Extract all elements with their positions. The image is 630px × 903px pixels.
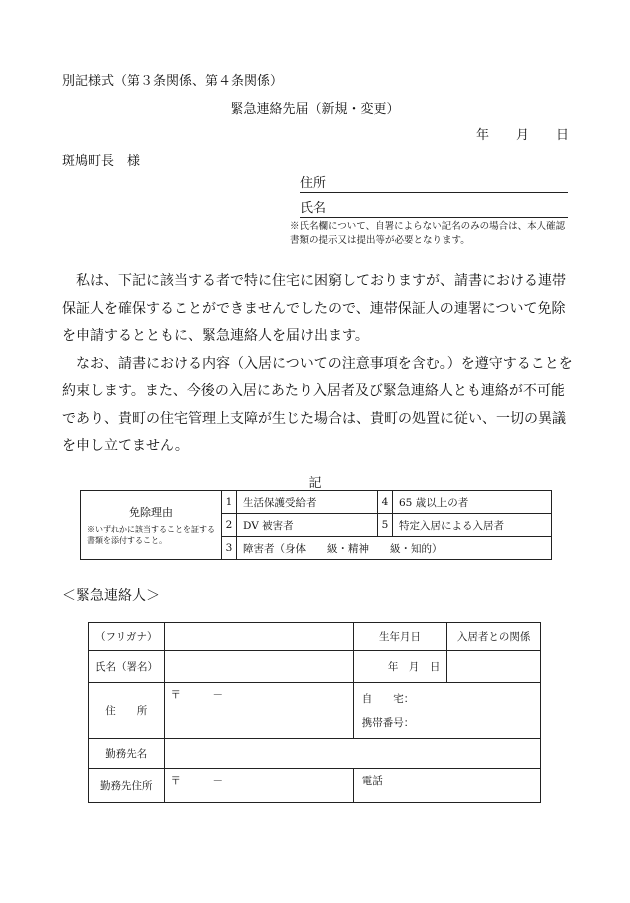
furigana-field[interactable]: [164, 623, 353, 651]
exemption-option[interactable]: 65 歳以上の者: [393, 491, 552, 514]
work-postal-mark: 〒 －: [170, 775, 223, 787]
exemption-note: ※いずれかに該当することを証する書類を添付すること。: [87, 525, 215, 545]
contact-address-field[interactable]: [164, 683, 353, 739]
exemption-option[interactable]: 生活保護受給者: [237, 491, 378, 514]
applicant-name-field[interactable]: [300, 197, 568, 218]
workplace-field[interactable]: [164, 739, 541, 769]
name-note: ※氏名欄について、自署によらない記名のみの場合は、本人確認書類の提示又は提出等が必要となります。: [290, 221, 566, 246]
contact-name-field[interactable]: [164, 651, 353, 683]
workplace-address-field[interactable]: [164, 769, 353, 803]
relation-label: 入居者との関係: [447, 623, 541, 651]
applicant-name-label: 氏名: [300, 201, 327, 216]
postal-mark: 〒 －: [170, 689, 223, 701]
workplace-label: 勤務先名: [89, 739, 165, 769]
document-title: 緊急連絡先届（新規・変更）: [230, 102, 400, 117]
addressee: 斑鳩町長 様: [62, 154, 141, 169]
home-phone-label: 自 宅：: [361, 692, 415, 705]
contact-address-label: 住 所: [89, 683, 165, 739]
form-label: 別記様式（第３条関係、第４条関係）: [62, 74, 284, 89]
contact-name-label: 氏名（署名）: [89, 651, 165, 683]
contact-table: [88, 622, 541, 803]
exemption-num: 5: [378, 514, 393, 537]
date-year: 年: [476, 128, 490, 143]
birthdate-label: 生年月日: [353, 623, 447, 651]
mobile-phone-label: 携帯番号：: [361, 716, 415, 729]
birthdate-field[interactable]: [353, 651, 447, 683]
body-paragraph-2: なお、請書における内容（入居についての注意事項を含む。）を遵守することを約束します。また、今後の入居にあたり入居者及び緊急連絡人とも連絡が不可能であり、貴町の住宅管理上支障が生じた場合は、貴町の処置に従い、一切の異議を申し立てません。: [62, 355, 573, 454]
exemption-option[interactable]: DV 被害者: [237, 514, 378, 537]
exemption-num: 3: [222, 537, 237, 560]
exemption-reason-cell: [81, 491, 222, 560]
exemption-num: 1: [222, 491, 237, 514]
ki-heading: 記: [308, 476, 322, 491]
birthdate-ymd: 年 月 日: [387, 661, 441, 673]
exemption-num: 4: [378, 491, 393, 514]
relation-field[interactable]: [447, 651, 541, 683]
furigana-label: （フリガナ）: [89, 623, 165, 651]
applicant-address-field[interactable]: [300, 172, 568, 193]
exemption-title: 免除理由: [129, 506, 173, 519]
phone-cell[interactable]: [353, 683, 540, 739]
body-text: [62, 268, 577, 461]
date-month: 月: [516, 128, 530, 143]
exemption-num: 2: [222, 514, 237, 537]
exemption-table: [80, 490, 552, 560]
work-phone-label: 電話: [361, 775, 383, 787]
work-phone-cell[interactable]: [353, 769, 540, 803]
body-paragraph-1: 私は、下記に該当する者で特に住宅に困窮しておりますが、請書における連帯保証人を確保することができませんでしたので、連帯保証人の連署について免除を申請するとともに、緊急連絡人を届け出ます。: [62, 273, 566, 344]
exemption-option[interactable]: 特定入居による入居者: [393, 514, 552, 537]
contact-section-title: ＜緊急連絡人＞: [62, 588, 160, 604]
workplace-address-label: 勤務先住所: [89, 769, 165, 803]
date-day: 日: [556, 128, 570, 143]
exemption-option[interactable]: 障害者（身体 級・精神 級・知的）: [237, 537, 552, 560]
applicant-address-label: 住所: [300, 176, 327, 191]
